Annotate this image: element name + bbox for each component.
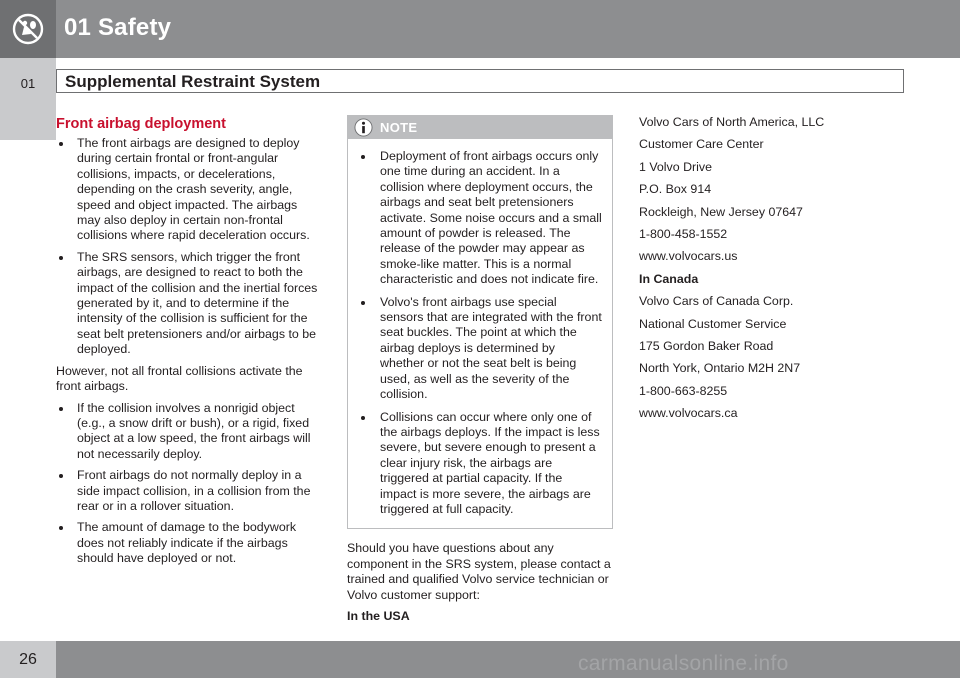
column-1 bbox=[56, 115, 324, 573]
chapter-tab-label: 01 bbox=[20, 76, 36, 91]
watermark: carmanualsonline.info bbox=[578, 652, 789, 675]
usa-heading: In the USA bbox=[347, 608, 410, 623]
address-line: P.O. Box 914 bbox=[639, 182, 712, 197]
website-line: www.volvocars.ca bbox=[639, 406, 738, 421]
canada-heading: In Canada bbox=[639, 271, 699, 286]
address-line: 1 Volvo Drive bbox=[639, 159, 713, 174]
note-header bbox=[348, 116, 612, 139]
airbag-warning-icon bbox=[12, 13, 44, 45]
list-item: Deployment of front airbags occurs only one time during an accident. In a collision where deployment occurs, the airbags and seat belt pretensioners activate. Some noise occurs and a small amount of powder is released. The release of the powder may appear as smoke-like matter. This is a normal characteristic and does not indicate fire. bbox=[358, 149, 602, 288]
page-footer bbox=[0, 641, 960, 678]
note-body bbox=[348, 139, 612, 528]
address-line: North York, Ontario M2H 2N7 bbox=[639, 361, 801, 376]
list-item: Collisions can occur where only one of the airbags deploys. If the impact is less severe, but severe enough to present a clear injury risk, the airbags are triggered at partial capacity. If the impact is more severe, the airbags are triggered at full capacity. bbox=[358, 410, 602, 518]
bullet-list bbox=[358, 149, 602, 517]
address-line: 175 Gordon Baker Road bbox=[639, 339, 774, 354]
list-item: If the collision involves a nonrigid object (e.g., a snow drift or bush), or a rigid, fixed object at a low speed, the front airbags will not necessarily deploy. bbox=[56, 401, 324, 463]
chapter-title: 01 Safety bbox=[64, 14, 172, 41]
info-icon bbox=[354, 118, 373, 137]
section-title: Supplemental Restraint System bbox=[65, 72, 321, 91]
bullet-list bbox=[56, 136, 324, 358]
section-title-bar bbox=[56, 69, 904, 93]
column-3 bbox=[639, 115, 909, 429]
list-item: The amount of damage to the bodywork does not reliably indicate if the airbags should have deployed or not. bbox=[56, 520, 324, 566]
bullet-list bbox=[56, 401, 324, 567]
list-item: The SRS sensors, which trigger the front airbags, are designed to react to both the impact of the collision and the inertial forces generated by it, and to determine if the intensity of the collision is sufficient for the seat belt pretensioners and/or airbags to be deployed. bbox=[56, 250, 324, 358]
paragraph: Should you have questions about any component in the SRS system, please contact a trained and qualified Volvo service technician or Volvo customer support: bbox=[347, 541, 611, 602]
chapter-side-tab bbox=[0, 58, 56, 140]
address-line: National Customer Service bbox=[639, 316, 787, 331]
phone-line: 1-800-458-1552 bbox=[639, 227, 728, 242]
paragraph: However, not all frontal collisions activate the front airbags. bbox=[56, 363, 303, 394]
note-title: NOTE bbox=[380, 120, 418, 135]
list-item: Volvo's front airbags use special sensors that are integrated with the front seat buckles. The point at which the airbag deploys is determined by whether or not the seat belt is being used, as well as the severity of the collision. bbox=[358, 295, 602, 403]
page-number: 26 bbox=[19, 651, 37, 668]
column-2 bbox=[347, 115, 613, 630]
list-item: The front airbags are designed to deploy during certain frontal or front-angular collisions, impacts, or decelerations, depending on the crash severity, angle, speed and object impacted. The airbags may also deploy in certain non-frontal collisions where rapid deceleration occurs. bbox=[56, 136, 324, 244]
phone-line: 1-800-663-8255 bbox=[639, 383, 728, 398]
front-airbag-deployment-heading: Front airbag deployment bbox=[56, 116, 226, 132]
note-box bbox=[347, 115, 613, 529]
address-line: Volvo Cars of Canada Corp. bbox=[639, 294, 794, 309]
address-line: Rockleigh, New Jersey 07647 bbox=[639, 204, 803, 219]
list-item: Front airbags do not normally deploy in a side impact collision, in a collision from the rear or in a rollover situation. bbox=[56, 468, 324, 514]
address-line: Customer Care Center bbox=[639, 137, 764, 152]
website-line: www.volvocars.us bbox=[639, 249, 738, 264]
chapter-icon-block bbox=[0, 0, 56, 58]
address-line: Volvo Cars of North America, LLC bbox=[639, 115, 825, 129]
